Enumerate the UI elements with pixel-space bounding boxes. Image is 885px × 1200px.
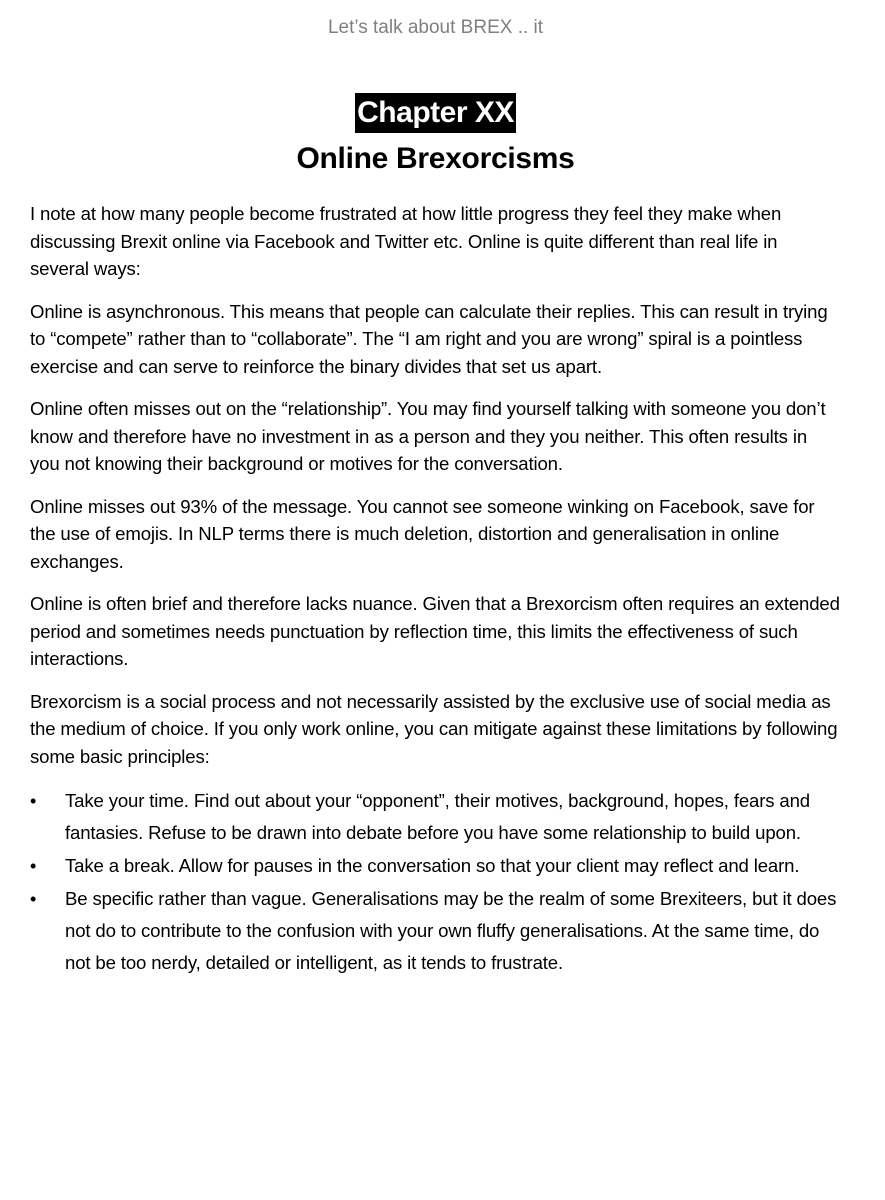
- list-item-text: Be specific rather than vague. Generalisations may be the realm of some Brexiteers, but it does not do to contribute to the confusion with your own fluffy generalisations. At the same time, do not be too nerdy, detailed or intelligent, as it tends to frustrate.: [65, 888, 837, 973]
- paragraph-message: Online misses out 93% of the message. You cannot see someone winking on Facebook, save for the use of emojis. In NLP terms there is much deletion, distortion and generalisation in online exchanges.: [30, 495, 815, 572]
- paragraph-intro: I note at how many people become frustrated at how little progress they feel they make when discussing Brexit online via Facebook and Twitter etc. Online is quite different than real life in several ways:: [30, 203, 782, 279]
- list-item-text: Take your time. Find out about your “opponent”, their motives, background, hopes, fears and fantasies. Refuse to be drawn into debate before you have some relationship to build upon.: [65, 790, 810, 843]
- list-item: [30, 785, 841, 849]
- body-text: [30, 200, 841, 979]
- bullet-icon: •: [30, 856, 37, 876]
- chapter-label-wrap: [30, 93, 841, 133]
- chapter-title: Online Brexorcisms: [296, 142, 575, 175]
- paragraph-asynchronous: Online is asynchronous. This means that people can calculate their replies. This can result in trying to “compete” rather than to “collaborate”. The “I am right and you are wrong” spiral is a pointless exercise and can serve to reinforce the binary divides that set us apart.: [30, 300, 828, 377]
- running-header: Let’s talk about BREX .. it: [327, 17, 544, 38]
- principles-list: [30, 785, 841, 979]
- list-item: [30, 850, 841, 882]
- paragraph-social-process: Brexorcism is a social process and not necessarily assisted by the exclusive use of social media as the medium of choice. If you only work online, you can mitigate against these limitations by following some basic principles:: [30, 690, 838, 767]
- bullet-icon: •: [30, 889, 37, 909]
- paragraph-nuance: Online is often brief and therefore lacks nuance. Given that a Brexorcism often requires an extended period and sometimes needs punctuation by reflection time, this limits the effectiveness of such interactions.: [30, 593, 840, 669]
- chapter-label: Chapter XX: [355, 93, 516, 133]
- bullet-icon: •: [30, 791, 37, 811]
- list-item-text: Take a break. Allow for pauses in the conversation so that your client may reflect and learn.: [65, 855, 800, 876]
- list-item: [30, 883, 841, 979]
- paragraph-relationship: Online often misses out on the “relationship”. You may find yourself talking with someone you don’t know and therefore have no investment in as a person and they you neither. This often results in you not knowing their background or motives for the conversation.: [30, 398, 826, 474]
